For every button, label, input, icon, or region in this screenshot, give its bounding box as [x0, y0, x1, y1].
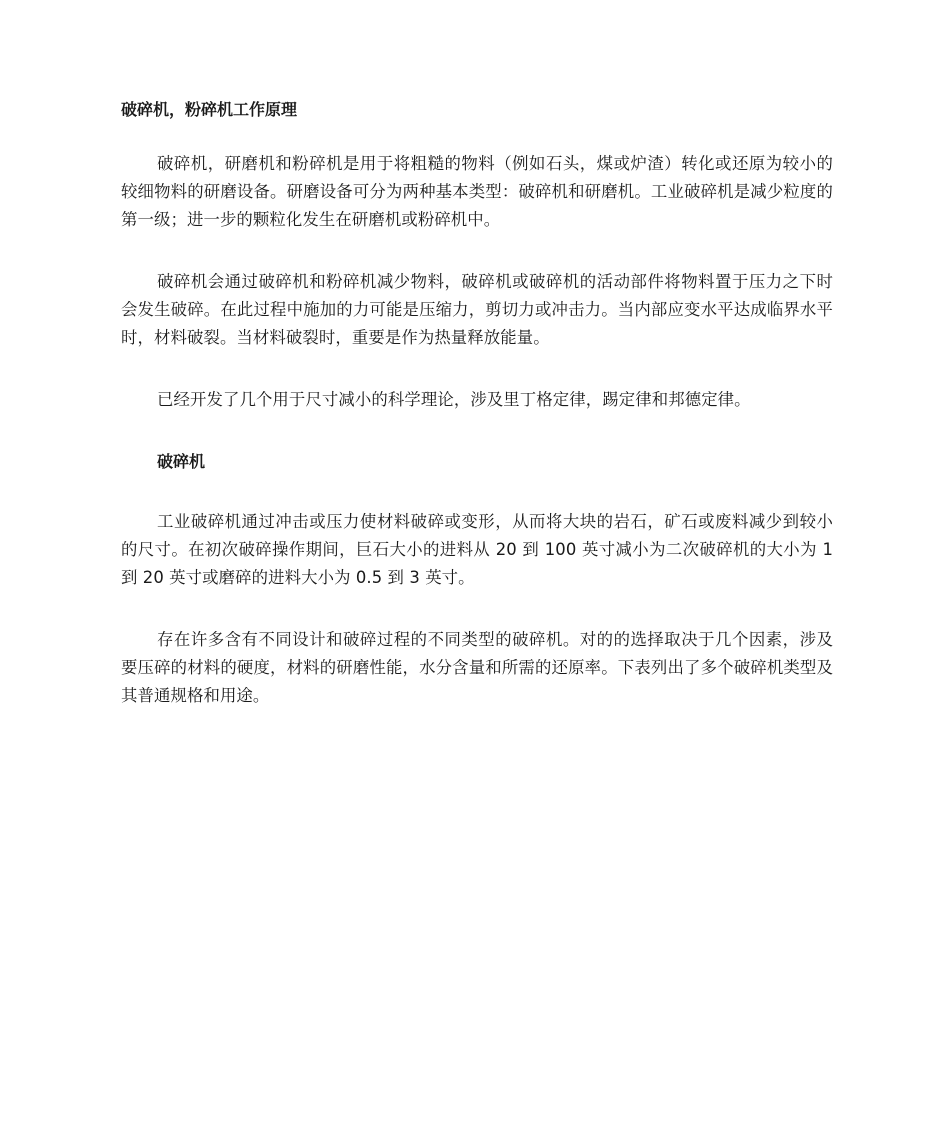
section-paragraph-1: 工业破碎机通过冲击或压力使材料破碎或变形，从而将大块的岩石，矿石或废料减少到较小的尺寸。在初次破碎操作期间，巨石大小的进料从 20 到 100 英寸减小为二次破碎机的大小为 1 到 20 英寸或磨碎的进料大小为 0.5 到 3 英寸。 — [121, 512, 833, 587]
document-title: 破碎机，粉碎机工作原理 — [121, 100, 298, 119]
document-body — [121, 96, 833, 744]
intro-paragraph-3: 已经开发了几个用于尺寸减小的科学理论，涉及里丁格定律，踢定律和邦德定律。 — [157, 390, 751, 409]
intro-paragraph-2: 破碎机会通过破碎机和粉碎机减少物料，破碎机或破碎机的活动部件将物料置于压力之下时会发生破碎。在此过程中施加的力可能是压缩力，剪切力或冲击力。当内部应变水平达成临界水平时，材料破裂。当材料破裂时，重要是作为热量释放能量。 — [121, 272, 833, 347]
intro-paragraph-1: 破碎机，研磨机和粉碎机是用于将粗糙的物料（例如石头，煤或炉渣）转化或还原为较小的较细物料的研磨设备。研磨设备可分为两种基本类型：破碎机和研磨机。工业破碎机是减少粒度的第一级；进一步的颗粒化发生在研磨机或粉碎机中。 — [121, 154, 833, 229]
section-paragraph-2: 存在许多含有不同设计和破碎过程的不同类型的破碎机。对的的选择取决于几个因素，涉及要压碎的材料的硬度，材料的研磨性能，水分含量和所需的还原率。下表列出了多个破碎机类型及其普通规格和用途。 — [121, 630, 833, 705]
section-heading: 破碎机 — [157, 452, 206, 471]
